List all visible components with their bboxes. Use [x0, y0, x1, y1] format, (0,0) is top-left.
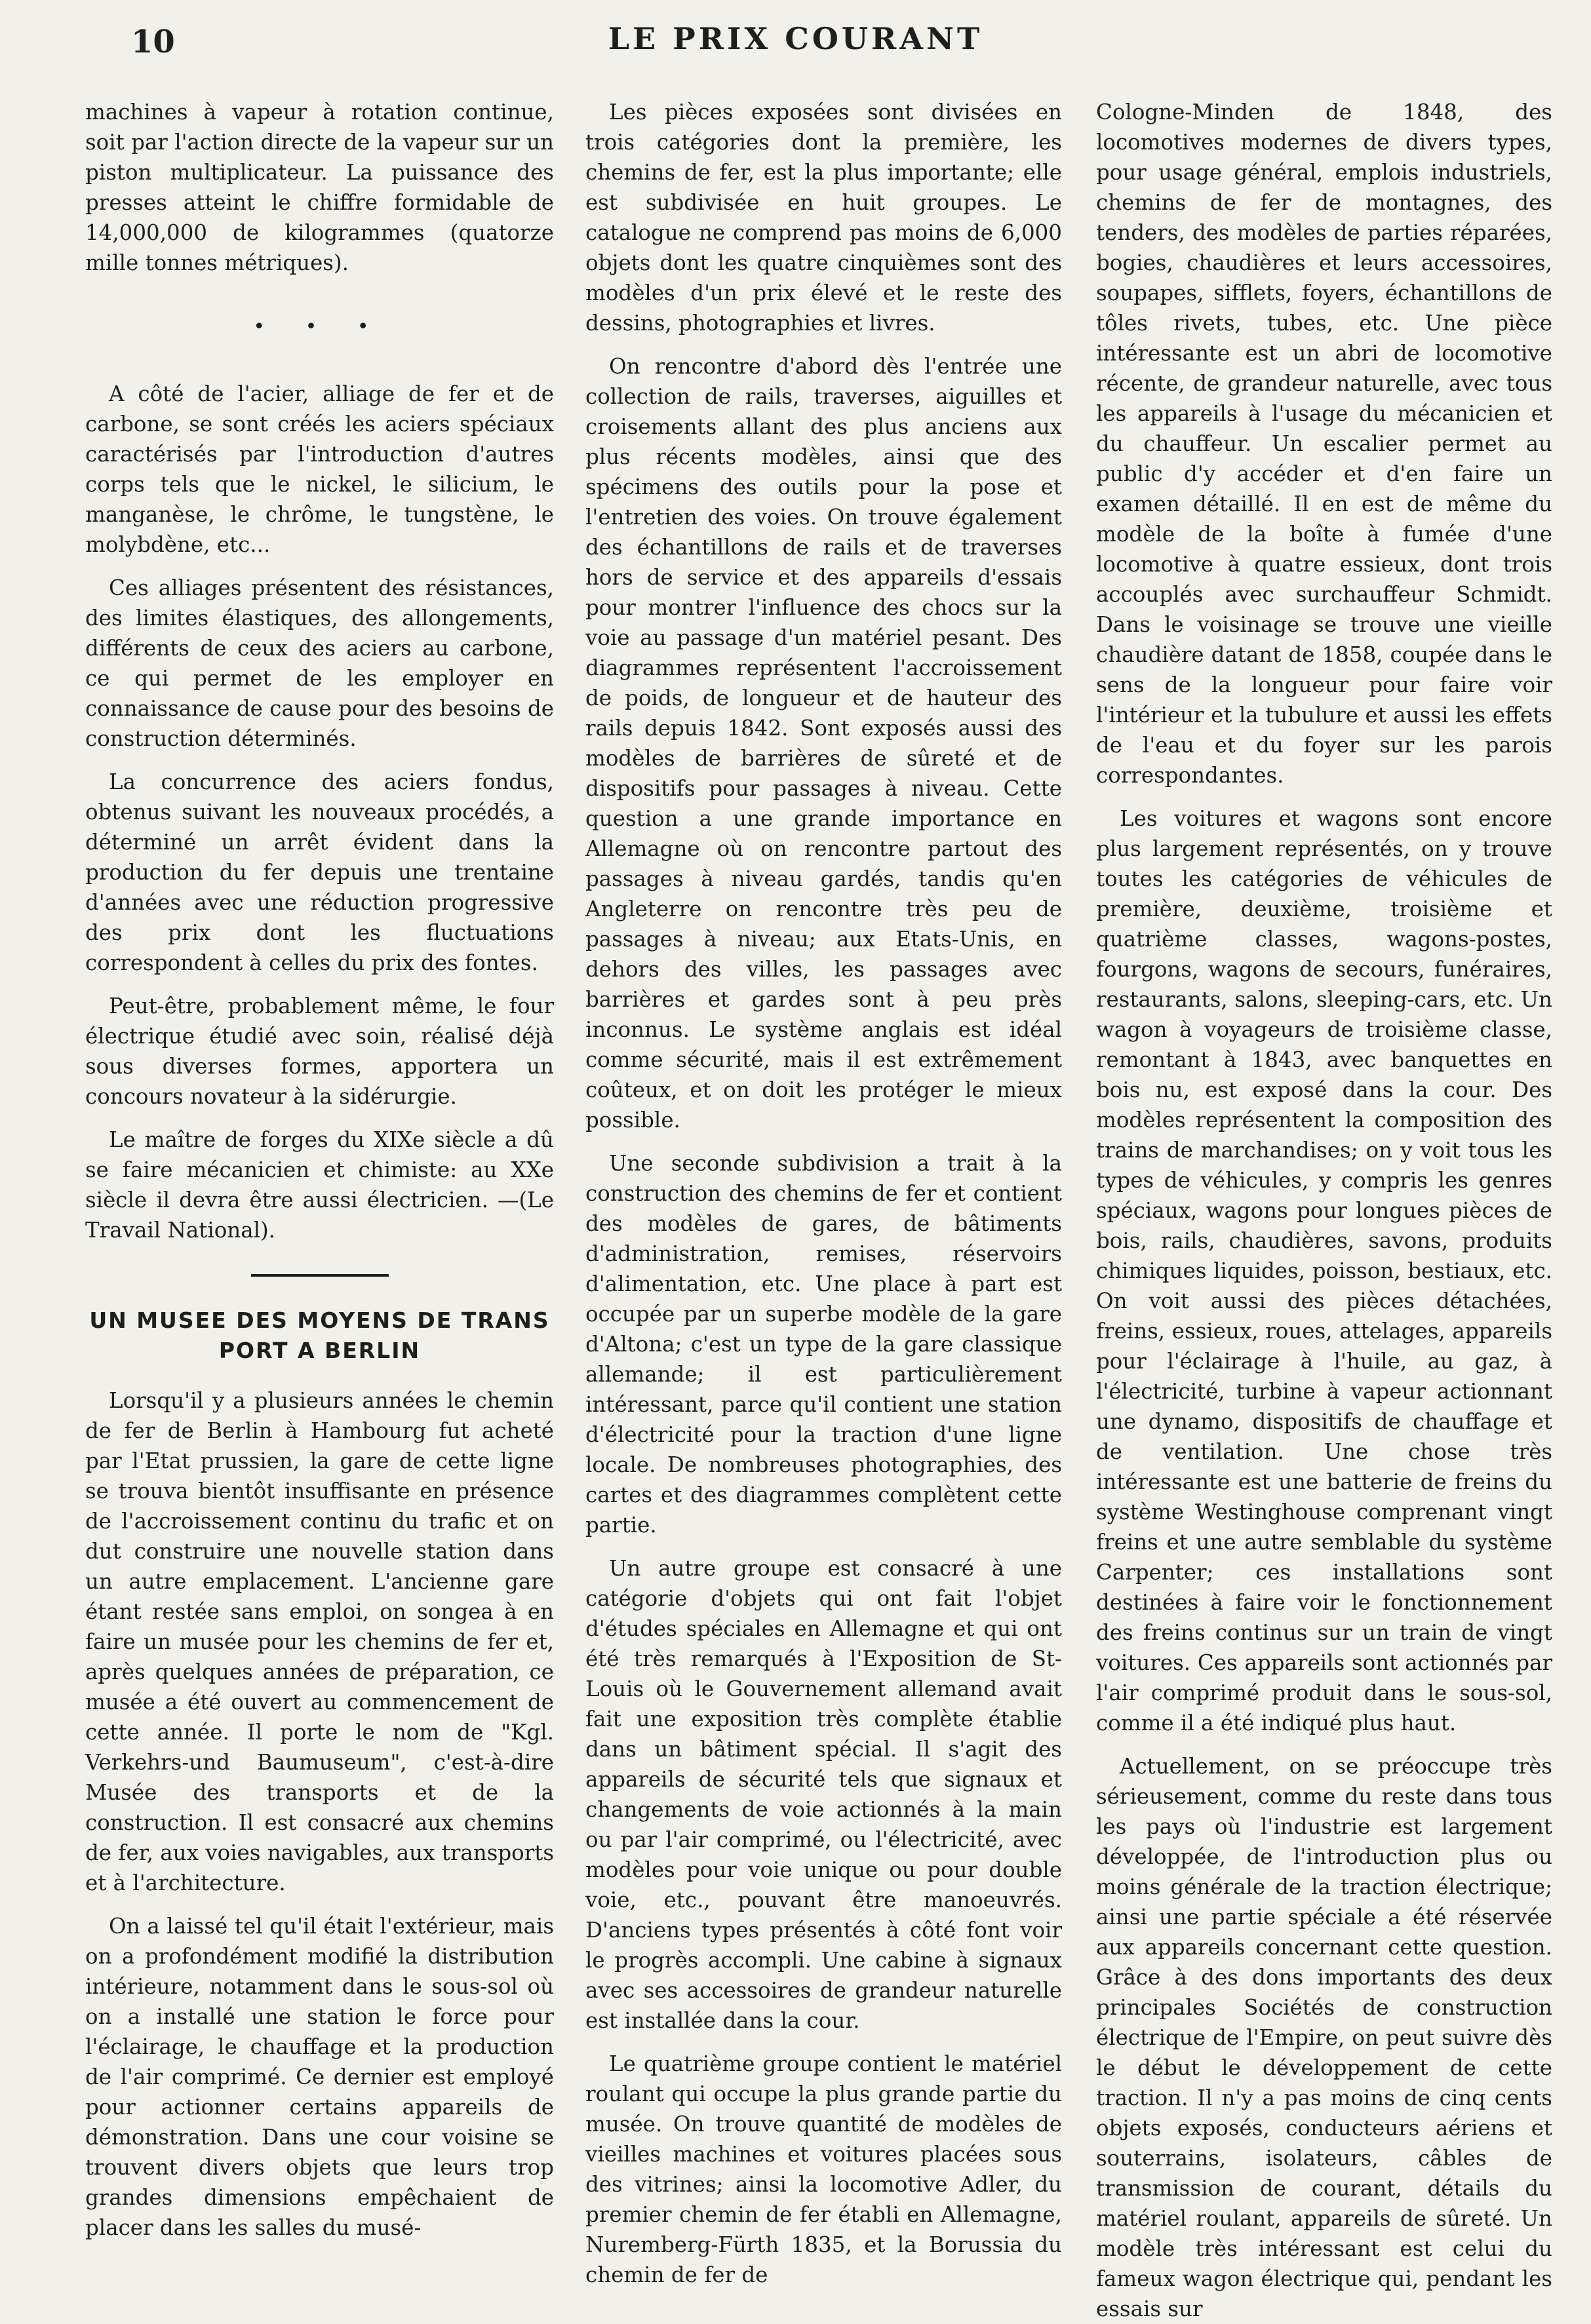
column-1 [85, 97, 554, 2288]
paragraph: Les pièces exposées sont divisées en trois catégories dont la première, les chemins de fer, est la plus importante; elle est subdivisée en huit groupes. Le catalogue ne comprend pas moins de 6,000 objets dont les quatre cinquièmes sont des modèles d'un prix élevé et le reste des dessins, photographies et livres. [585, 100, 1062, 336]
paragraph: Les voitures et wagons sont encore plus largement représentés, on y trouve toutes les catégories de véhicules de première, deuxième, troisième et quatrième classes, wagons-postes, fourgons, wagons de secours, funéraires, restaurants, salons, sleeping-cars, etc. Un wagon à voyageurs de troisième classe, remontant à 1843, avec banquettes en bois nu, est exposé dans la cour. Des modèles représentent la composition des trains de marchandises; on y voit tous les types de véhicules, y compris les genres spéciaux, wagons pour longues pièces de bois, rails, chaudières, savons, produits chimiques liquides, poisson, bestiaux, etc. On voit aussi des pièces détachées, freins, essieux, roues, attelages, appareils pour l'éclairage à l'huile, au gaz, à l'électricité, turbine à vapeur actionnant une dynamo, dispositifs de chauffage et de ventilation. Une chose très intéressante est une batterie de freins du système Westinghouse comprenant vingt freins et une autre semblable du système Carpenter; ces installations sont destinées à faire voir le fonctionnement des freins continus sur un train de vingt voitures. Ces appareils sont actionnés par l'air comprimé produit dans le sous-sol, comme il a été indiqué plus haut. [1096, 806, 1552, 1735]
paragraph: La concurrence des aciers fondus, obtenus suivant les nouveaux procédés, a déterminé un arrêt évident dans la production du fer depuis une trentaine d'années avec une réduction progressive des prix dont les fluctuations correspondent à celles du prix des fontes. [85, 769, 554, 975]
paragraph: Le maître de forges du XIXe siècle a dû se faire mécanicien et chimiste: au XXe siècle il devra être aussi électricien. —(Le Travail National). [85, 1127, 554, 1243]
article-divider [251, 1274, 389, 1277]
paragraph: A côté de l'acier, alliage de fer et de carbone, se sont créés les aciers spéciaux caractérisés par l'introduction d'autres corps tels que le nickel, le silicium, le manganèse, le chrôme, le tungstène, le molybdène, etc... [85, 381, 554, 557]
paragraph: Actuellement, on se préoccupe très sérieusement, comme du reste dans tous les pays où l'industrie est largement développée, de l'introduction plus ou moins générale de la traction électrique; ainsi une partie spéciale a été réservée aux appareils concernant cette question. Grâce à des dons importants des deux principales Sociétés de construction électrique de l'Empire, on peut suivre dès le début le développement de cette traction. Il n'y a pas moins de cinq cents objets exposés, conducteurs aériens et souterrains, isolateurs, câbles de transmission de courant, détails du matériel roulant, appareils de sûreté. Un modèle très intéressant est celui du fameux wagon électrique qui, pendant les essais sur [1096, 1754, 1552, 2321]
journal-title: LE PRIX COURANT [608, 21, 983, 56]
paragraph: Un autre groupe est consacré à une catégorie d'objets qui ont fait l'objet d'études spéciales en Allemagne et qui ont été très remarqués à l'Exposition de St-Louis où le Gouvernement allemand avait fait une exposition très complète établie dans un bâtiment spécial. Il s'agit des appareils de sécurité tels que signaux et changements de voie actionnés à la main ou par l'air comprimé, ou l'électricité, avec modèles pour voie unique ou pour double voie, etc., pouvant être manoeuvrés. D'anciens types présentés à côté font voir le progrès accompli. Une cabine à signaux avec ses accessoires de grandeur naturelle est installée dans la cour. [585, 1556, 1062, 2033]
paragraph: Peut-être, probablement même, le four électrique étudié avec soin, réalisé déjà sous diverses formes, apportera un concours novateur à la sidérurgie. [85, 994, 554, 1109]
article-title: UN MUSEE DES MOYENS DE TRANS PORT A BERLIN [89, 1307, 550, 1363]
page-number: 10 [131, 24, 175, 60]
paragraph: On rencontre d'abord dès l'entrée une collection de rails, traverses, aiguilles et croisements allant des plus anciens aux plus récents modèles, ainsi que des spécimens des outils pour la pose et l'entretien des voies. On trouve également des échantillons de rails et de traverses hors de service et des appareils d'essais pour montrer l'influence des chocs sur la voie au passage d'un matériel pesant. Des diagrammes représentent l'accroissement de poids, de longueur et de hauteur des rails depuis 1842. Sont exposés aussi des modèles de barrières de sûreté et de dispositifs pour passages à niveau. Cette question a une grande importance en Allemagne où on rencontre partout des passages à niveau gardés, tandis qu'en Angleterre on rencontre très peu de passages à niveau; aux Etats-Unis, en dehors des villes, les passages avec barrières et gardes sont à peu près inconnus. Le système anglais est idéal comme sécurité, mais il est extrêmement coûteux, et on doit les protéger le mieux possible. [585, 354, 1062, 1133]
paragraph: Une seconde subdivision a trait à la construction des chemins de fer et contient des modèles de gares, de bâtiments d'administration, remises, réservoirs d'alimentation, etc. Une place à part est occupée par un superbe modèle de la gare d'Altona; c'est un type de la gare classique allemande; il est particulièrement intéressant, parce qu'il contient une station d'électricité pour la traction d'une ligne locale. De nombreuses photographies, des cartes et des diagrammes complètent cette partie. [585, 1151, 1062, 1538]
paragraph: machines à vapeur à rotation continue, soit par l'action directe de la vapeur sur un piston multiplicateur. La puissance des presses atteint le chiffre formidable de 14,000,000 de kilogrammes (quatorze mille tonnes métriques). [85, 100, 554, 275]
paragraph: Cologne-Minden de 1848, des locomotives modernes de divers types, pour usage général, emplois industriels, chemins de fer de montagnes, des tenders, des modèles de parties réparées, bogies, chaudières et leurs accessoires, soupapes, sifflets, foyers, échantillons de tôles rivets, tubes, etc. Une pièce intéressante est un abri de locomotive récente, de grandeur naturelle, avec tous les appareils à l'usage du mécanicien et du chauffeur. Un escalier permet au public d'y accéder et d'en faire un examen détaillé. Il en est de même du modèle de la boîte à fumée d'une locomotive à quatre essieux, dont trois accouplés avec surchauffeur Schmidt. Dans le voisinage se trouve une vieille chaudière datant de 1858, coupée dans le sens de la longueur pour faire voir l'intérieur et la tubulure et aussi les effets de l'eau et du foyer sur les parois correspondantes. [1096, 100, 1552, 788]
paragraph: Le quatrième groupe contient le matériel roulant qui occupe la plus grande partie du musée. On trouve quantité de modèles de vieilles machines et voitures placées sous des vitrines; ainsi la locomotive Adler, du premier chemin de fer établi en Allemagne, Nuremberg-Fürth 1835, et la Borussia du chemin de fer de [585, 2051, 1062, 2287]
column-3 [1096, 97, 1552, 2321]
paragraph: Lorsqu'il y a plusieurs années le chemin de fer de Berlin à Hambourg fut acheté par l'Etat prussien, la gare de cette ligne se trouva bientôt insuffisante en présence de l'accroissement continu du trafic et on dut construire une nouvelle station dans un autre emplacement. L'ancienne gare étant restée sans emploi, on songea à en faire un musée pour les chemins de fer et, après quelques années de préparation, ce musée a été ouvert au commencement de cette année. Il porte le nom de "Kgl. Verkehrs-und Baumuseum", c'est-à-dire Musée des transports et de la construction. Il est consacré aux chemins de fer, aux voies navigables, aux transports et à l'architecture. [85, 1388, 554, 1895]
section-separator: • • • [253, 315, 386, 338]
paragraph: Ces alliages présentent des résistances, des limites élastiques, des allongements, différents de ceux des aciers au carbone, ce qui permet de les employer en connaissance de cause pour des besoins de construction déterminés. [85, 575, 554, 751]
page-header [0, 20, 1591, 66]
paragraph: On a laissé tel qu'il était l'extérieur, mais on a profondément modifié la distribution intérieure, notamment dans le sous-sol où on a installé une station le force pour l'éclairage, le chauffage et la production de l'air comprimé. Ce dernier est employé pour actionner certains appareils de démonstration. Dans une cour voisine se trouvent divers objets que leurs trop grandes dimensions empêchaient de placer dans les salles du musé- [85, 1914, 554, 2240]
column-2 [585, 97, 1062, 2288]
